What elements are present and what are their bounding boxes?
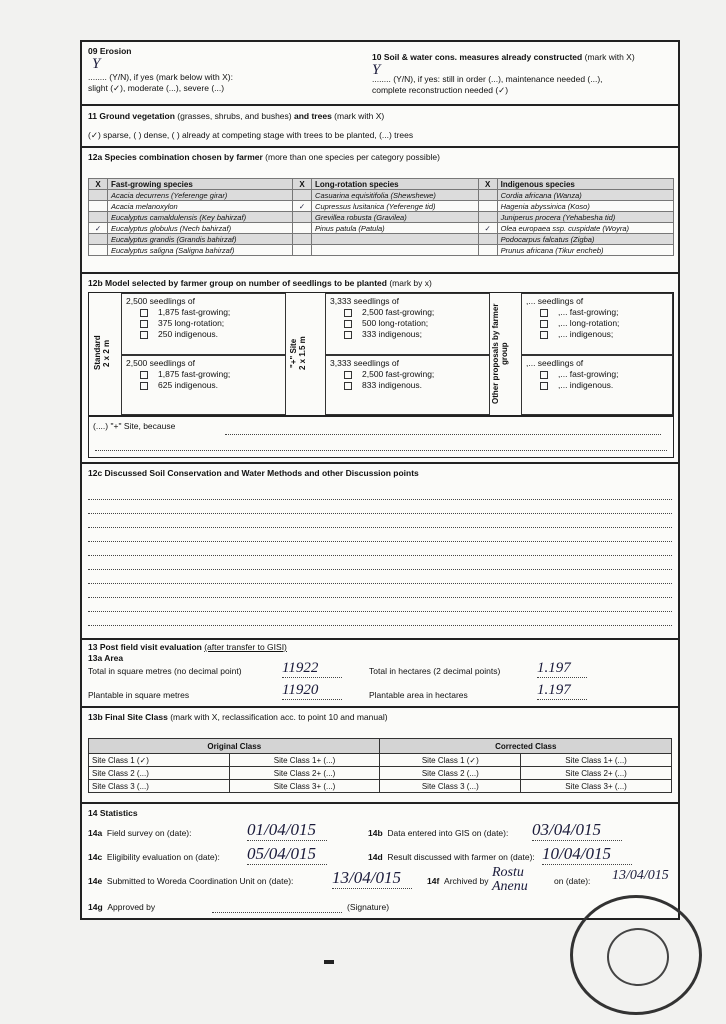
other-option-b[interactable]: [521, 355, 673, 415]
checkbox[interactable]: [140, 331, 148, 339]
checkbox[interactable]: [140, 382, 148, 390]
option-item[interactable]: 500 long-rotation;: [330, 318, 485, 329]
mark-cell[interactable]: [89, 234, 108, 245]
species-row: [89, 223, 674, 234]
orig-class-3plus[interactable]: Site Class 3+ (...): [229, 780, 380, 793]
swc-title: 10 Soil & water cons. measures already constructed: [372, 52, 583, 62]
species-cell: [312, 245, 479, 256]
species-note: (more than one species per category possible): [265, 152, 440, 162]
original-class-header: Original Class: [89, 739, 380, 754]
gis-entry-label: 14b Data entered into GIS on (date):: [368, 828, 509, 838]
corr-class-3[interactable]: Site Class 3 (...): [380, 780, 521, 793]
site-class-title: 13b Final Site Class: [88, 712, 168, 722]
discussion-line[interactable]: [88, 612, 672, 626]
option-item[interactable]: 1,875 fast-growing;: [126, 369, 281, 380]
species-table: [88, 178, 674, 256]
vegetation-note2: (mark with X): [334, 111, 385, 121]
corr-class-1[interactable]: Site Class 1 (✓): [380, 754, 521, 767]
corr-class-2plus[interactable]: Site Class 2+ (...): [521, 767, 672, 780]
submitted-date[interactable]: 13/04/015: [332, 868, 412, 889]
section-site-class: [82, 708, 678, 804]
discussion-line[interactable]: [88, 514, 672, 528]
species-cell: Prunus africana (Tikur encheb): [497, 245, 673, 256]
plant-sqm-label: Plantable in square metres: [88, 690, 190, 700]
option-head: 3,333 seedlings of: [330, 358, 399, 368]
discussion-line[interactable]: [88, 598, 672, 612]
swc-title-note: (mark with X): [584, 52, 635, 62]
total-ha-label: Total in hectares (2 decimal points): [369, 666, 501, 676]
option-head: 2,500 seedlings of: [126, 296, 195, 306]
discussion-line[interactable]: [88, 486, 672, 500]
option-item[interactable]: 333 indigenous;: [330, 329, 485, 340]
orig-class-1plus[interactable]: Site Class 1+ (...): [229, 754, 380, 767]
vegetation-title: 11 Ground vegetation: [88, 111, 175, 121]
option-item[interactable]: 2,500 fast-growing;: [330, 307, 485, 318]
mark-cell[interactable]: [478, 212, 497, 223]
species-title-wrap: [88, 152, 440, 163]
field-survey-date[interactable]: 01/04/015: [247, 820, 327, 841]
col-indigenous: Indigenous species: [497, 179, 673, 190]
archived-date[interactable]: 13/04/015: [612, 868, 669, 883]
discussion-line[interactable]: [88, 556, 672, 570]
eligibility-date[interactable]: 05/04/015: [247, 844, 327, 865]
mark-cell[interactable]: [293, 223, 312, 234]
species-cell: Eucalyptus saligna (Saligna bahirzaf): [108, 245, 293, 256]
checkbox[interactable]: [540, 331, 548, 339]
gis-entry-date[interactable]: 03/04/015: [532, 820, 622, 841]
swc-title-wrap: [372, 52, 635, 63]
species-cell: Podocarpus falcatus (Zigba): [497, 234, 673, 245]
site-class-row: [89, 754, 672, 767]
species-title: 12a Species combination chosen by farmer: [88, 152, 263, 162]
model-title: 12b Model selected by farmer group on number of seedlings to be planted: [88, 278, 387, 288]
option-item[interactable]: ,... fast-growing;: [526, 307, 668, 318]
result-discussed-date[interactable]: 10/04/015: [542, 844, 632, 865]
corr-class-1plus[interactable]: Site Class 1+ (...): [521, 754, 672, 767]
section-ground-vegetation: [82, 106, 678, 148]
post-field-title: 13 Post field visit evaluation: [88, 642, 202, 652]
discussion-line[interactable]: [88, 542, 672, 556]
mark-cell[interactable]: [89, 212, 108, 223]
col-x: X: [89, 179, 108, 190]
approved-label: 14g Approved by: [88, 902, 156, 912]
model-title-wrap: [88, 278, 432, 289]
erosion-line2[interactable]: slight (✓), moderate (...), severe (...): [88, 83, 225, 93]
species-cell: Casuarina equisitifolia (Shewshewe): [312, 190, 479, 201]
site-class-row: [89, 767, 672, 780]
post-field-note: (after transfer to GISI): [204, 642, 287, 652]
standard-option-b[interactable]: [121, 355, 286, 415]
section-model: [82, 274, 678, 464]
signature-label: (Signature): [347, 902, 390, 912]
model-grid: [88, 292, 674, 416]
plant-ha-value[interactable]: 1.197: [537, 682, 587, 700]
orig-class-3[interactable]: Site Class 3 (...): [89, 780, 230, 793]
discussion-line[interactable]: [88, 584, 672, 598]
checkbox[interactable]: [344, 382, 352, 390]
statistics-title: 14 Statistics: [88, 808, 138, 818]
orig-class-1[interactable]: Site Class 1 (✓): [89, 754, 230, 767]
page-mark: [324, 960, 334, 964]
swc-line2[interactable]: complete reconstruction needed (✓): [372, 85, 509, 95]
corrected-class-header: Corrected Class: [380, 739, 672, 754]
mark-cell[interactable]: [293, 212, 312, 223]
standard-label: Standard 2 x 2 m: [93, 335, 111, 371]
species-row: [89, 234, 674, 245]
species-row: [89, 212, 674, 223]
section-post-field: [82, 640, 678, 708]
checkbox[interactable]: [344, 309, 352, 317]
section-statistics: [82, 804, 678, 918]
eligibility-label: 14c Eligibility evaluation on (date):: [88, 852, 220, 862]
site-class-table: [88, 738, 672, 793]
mark-cell[interactable]: ✓: [478, 223, 497, 234]
col-x: X: [293, 179, 312, 190]
site-class-row: [89, 780, 672, 793]
mark-cell[interactable]: [293, 190, 312, 201]
mark-cell[interactable]: ✓: [89, 223, 108, 234]
checkbox[interactable]: [344, 331, 352, 339]
species-cell: Acacia melanoxylon: [108, 201, 293, 212]
discussion-title: 12c Discussed Soil Conservation and Water Methods and other Discussion points: [88, 468, 419, 478]
corr-class-3plus[interactable]: Site Class 3+ (...): [521, 780, 672, 793]
mark-cell[interactable]: [89, 201, 108, 212]
species-cell: Olea europaea ssp. cuspidate (Woyra): [497, 223, 673, 234]
checkbox[interactable]: [540, 309, 548, 317]
submitted-label: 14e Submitted to Woreda Coordination Unit on (date):: [88, 876, 294, 886]
other-proposals-label: Other proposals by farmer group: [491, 303, 509, 405]
option-item[interactable]: 1,875 fast-growing;: [126, 307, 281, 318]
vegetation-options[interactable]: (✓) sparse, ( ) dense, ( ) already at competing stage with trees to be planted, (...) trees: [88, 130, 414, 140]
species-cell: Grevillea robusta (Gravilea): [312, 212, 479, 223]
area-subtitle: 13a Area: [88, 653, 124, 663]
species-cell: Eucalyptus globulus (Nech bahirzaf): [108, 223, 293, 234]
site-class-note: (mark with X, reclassification acc. to point 10 and manual): [170, 712, 388, 722]
reason-line[interactable]: [225, 421, 661, 435]
erosion-title: 09 Erosion: [88, 46, 132, 56]
vegetation-note: (grasses, shrubs, and bushes): [177, 111, 292, 121]
option-item[interactable]: ,... fast-growing;: [526, 369, 668, 380]
discussion-line[interactable]: [88, 528, 672, 542]
field-survey-label: 14a Field survey on (date):: [88, 828, 192, 838]
mark-cell[interactable]: [478, 245, 497, 256]
plus-option-b[interactable]: [325, 355, 490, 415]
archived-by-name[interactable]: Rostu Anenu: [492, 865, 528, 894]
other-option-a[interactable]: [521, 293, 673, 355]
discussion-line[interactable]: [88, 570, 672, 584]
species-row: [89, 190, 674, 201]
plus-site-label: "+" Site 2 x 1.5 m: [289, 336, 307, 370]
col-fast: Fast-growing species: [108, 179, 293, 190]
species-row: [89, 245, 674, 256]
species-cell: Eucalyptus camaldulensis (Key bahirzaf): [108, 212, 293, 223]
species-header-row: [89, 179, 674, 190]
erosion-line1: ........ (Y/N), if yes (mark below with X):: [88, 72, 233, 82]
erosion-answer[interactable]: Y: [92, 56, 101, 72]
vegetation-title-wrap: [88, 111, 384, 122]
mark-cell[interactable]: [293, 245, 312, 256]
official-stamp: [570, 895, 702, 1015]
checkbox[interactable]: [344, 320, 352, 328]
result-discussed-label: 14d Result discussed with farmer on (date):: [368, 852, 535, 862]
mark-cell[interactable]: [89, 245, 108, 256]
checkbox[interactable]: [140, 309, 148, 317]
col-long: Long-rotation species: [312, 179, 479, 190]
orig-class-2[interactable]: Site Class 2 (...): [89, 767, 230, 780]
mark-cell[interactable]: [478, 190, 497, 201]
species-cell: Hagenia abyssinica (Koso): [497, 201, 673, 212]
archived-on-label: on (date):: [554, 876, 591, 886]
species-cell: Cordia africana (Wanza): [497, 190, 673, 201]
col-x: X: [478, 179, 497, 190]
option-head: ,... seedlings of: [526, 358, 584, 368]
option-item[interactable]: 625 indigenous.: [126, 380, 281, 391]
species-cell: Cupressus lusitanica (Yeferenge tid): [312, 201, 479, 212]
checkbox[interactable]: [140, 371, 148, 379]
option-head: 2,500 seedlings of: [126, 358, 195, 368]
species-cell: Acacia decurrens (Yeferenge girar): [108, 190, 293, 201]
reason-line[interactable]: [95, 437, 667, 451]
archived-label: 14f Archived by: [427, 876, 489, 886]
checkbox[interactable]: [344, 371, 352, 379]
checkbox[interactable]: [140, 320, 148, 328]
discussion-lines[interactable]: [82, 486, 678, 626]
plant-ha-label: Plantable area in hectares: [369, 690, 468, 700]
corr-class-2[interactable]: Site Class 2 (...): [380, 767, 521, 780]
approved-name-line[interactable]: [212, 904, 342, 913]
swc-line1: ........ (Y/N), if yes: still in order (...), maintenance needed (...),: [372, 74, 603, 84]
discussion-line[interactable]: [88, 500, 672, 514]
plus-option-a[interactable]: [325, 293, 490, 355]
total-sqm-value[interactable]: 11922: [282, 660, 342, 678]
mark-cell[interactable]: [89, 190, 108, 201]
option-head: ,... seedlings of: [526, 296, 584, 306]
mark-cell[interactable]: [478, 234, 497, 245]
plus-site-reason-box[interactable]: [88, 416, 674, 458]
species-cell: Pinus patula (Patula): [312, 223, 479, 234]
stamp-emblem: [607, 928, 669, 986]
option-item[interactable]: ,... indigenous;: [526, 329, 668, 340]
plant-sqm-value[interactable]: 11920: [282, 682, 342, 700]
mark-cell[interactable]: [478, 201, 497, 212]
species-cell: Juniperus procera (Yehabesha tid): [497, 212, 673, 223]
form-page: [80, 40, 680, 920]
option-item[interactable]: 833 indigenous.: [330, 380, 485, 391]
checkbox[interactable]: [540, 382, 548, 390]
option-item[interactable]: ,... indigenous.: [526, 380, 668, 391]
orig-class-2plus[interactable]: Site Class 2+ (...): [229, 767, 380, 780]
post-field-title-wrap: [88, 642, 287, 653]
total-ha-value[interactable]: 1.197: [537, 660, 587, 678]
checkbox[interactable]: [540, 371, 548, 379]
section-discussion: [82, 464, 678, 640]
section-erosion-swc: [82, 42, 678, 106]
standard-option-a[interactable]: [121, 293, 286, 355]
vegetation-title2: and trees: [294, 111, 332, 121]
species-cell: Eucalyptus grandis (Grandis bahirzaf): [108, 234, 293, 245]
species-cell: [312, 234, 479, 245]
mark-cell[interactable]: ✓: [293, 201, 312, 212]
mark-cell[interactable]: [293, 234, 312, 245]
total-sqm-label: Total in square metres (no decimal point): [88, 666, 242, 676]
model-note: (mark by x): [389, 278, 432, 288]
section-species: [82, 148, 678, 274]
option-item[interactable]: 375 long-rotation;: [126, 318, 281, 329]
option-item[interactable]: ,... long-rotation;: [526, 318, 668, 329]
option-item[interactable]: 250 indigenous.: [126, 329, 281, 340]
species-row: [89, 201, 674, 212]
option-item[interactable]: 2,500 fast-growing;: [330, 369, 485, 380]
checkbox[interactable]: [540, 320, 548, 328]
swc-answer[interactable]: Y: [372, 62, 381, 78]
option-head: 3,333 seedlings of: [330, 296, 399, 306]
site-class-title-wrap: [88, 712, 388, 723]
plus-site-reason-label: (....) "+" Site, because: [93, 421, 176, 431]
